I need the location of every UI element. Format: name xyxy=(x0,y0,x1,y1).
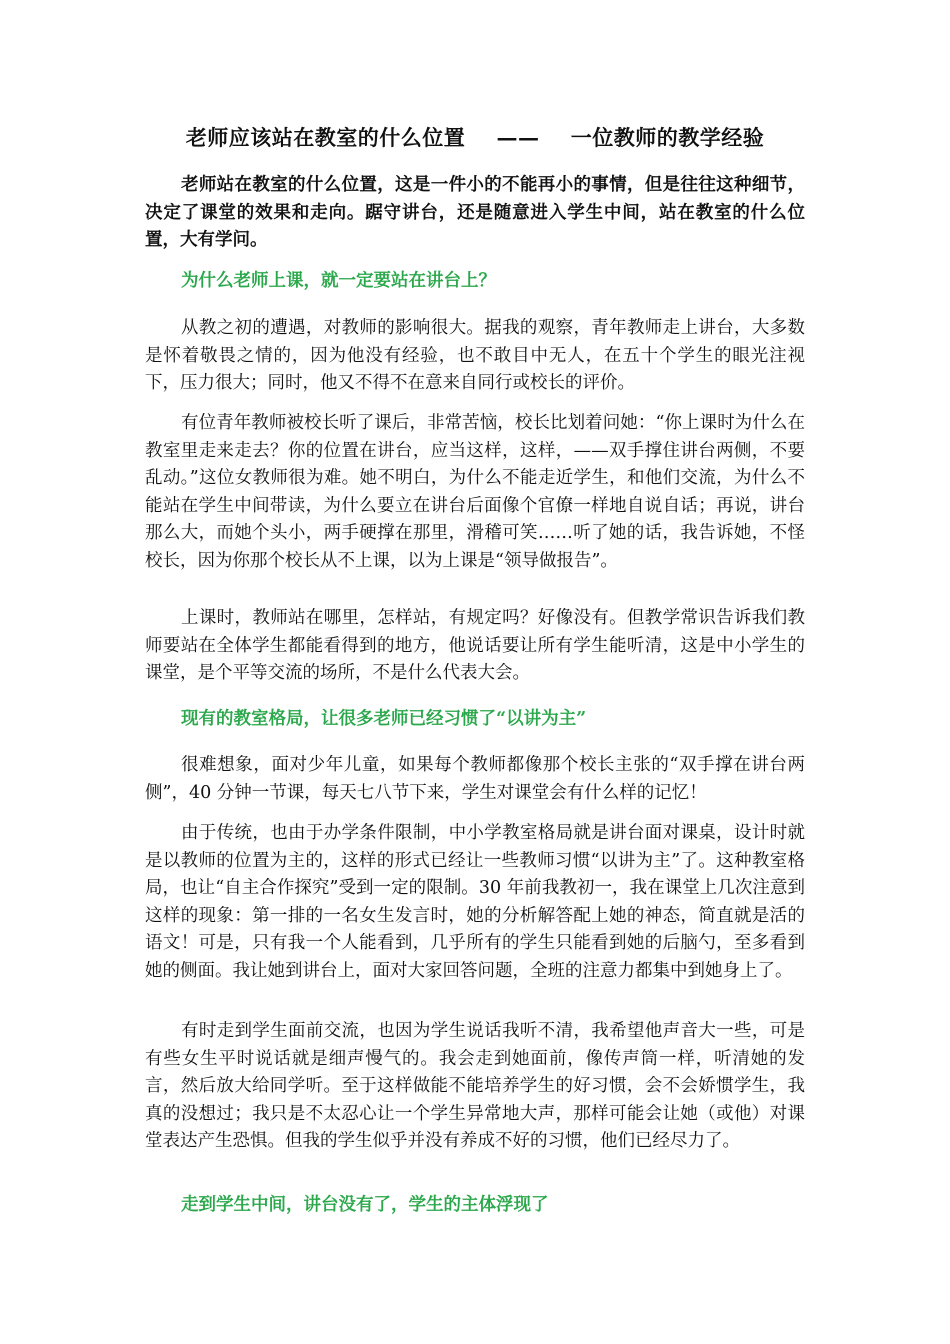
body-paragraph-5: 由于传统，也由于办学条件限制，中小学教室格局就是讲台面对课桌，设计时就是以教师的位置为主的，这样的形式已经让一些教师习惯“以讲为主”了。这种教室格局，也让“自主合作探究”受到一定的限制。30 年前我教初一，我在课堂上几次注意到这样的现象：第一排的一名女生发言时，她的分析解答配上她的神态，简直就是活的语文！可是，只有我一个人能看到，几乎所有的学生只能看到她的后脑勺，至多看到她的侧面。我让她到讲台上，面对大家回答问题，全班的注意力都集中到她身上了。 xyxy=(145,823,805,981)
intro-paragraph: 老师站在教室的什么位置，这是一件小的不能再小的事情，但是往往这种细节，决定了课堂的效果和走向。踞守讲台，还是随意进入学生中间，站在教室的什么位置，大有学问。 xyxy=(145,175,805,250)
body-paragraph-1: 从教之初的遭遇，对教师的影响很大。据我的观察，青年教师走上讲台，大多数是怀着敬畏之情的，因为他没有经验，也不敢目中无人，在五十个学生的眼光注视下，压力很大；同时，他又不得不在意来自同行或校长的评价。 xyxy=(145,318,805,393)
section-heading-2: 现有的教室格局，让很多老师已经习惯了“以讲为主” xyxy=(181,709,587,729)
page-title: 老师应该站在教室的什么位置 —— 一位教师的教学经验 xyxy=(185,125,765,150)
body-paragraph-4: 很难想象，面对少年儿童，如果每个教师都像那个校长主张的“双手撑在讲台两侧”，40 分钟一节课，每天七八节下来，学生对课堂会有什么样的记忆！ xyxy=(145,755,805,803)
section-heading-1: 为什么老师上课，就一定要站在讲台上？ xyxy=(181,271,496,291)
body-paragraph-3: 上课时，教师站在哪里，怎样站，有规定吗？好像没有。但教学常识告诉我们教师要站在全体学生都能看得到的地方，他说话要让所有学生能听清，这是中小学生的课堂，是个平等交流的场所，不是什么代表大会。 xyxy=(145,608,805,683)
body-paragraph-2: 有位青年教师被校长听了课后，非常苦恼，校长比划着问她：“你上课时为什么在教室里走来走去？你的位置在讲台，应当这样，这样，——双手撑住讲台两侧，不要乱动。”这位女教师很为难。她不明白，为什么不能走近学生，和他们交流，为什么不能站在学生中间带读，为什么要立在讲台后面像个官僚一样地自说自话；再说，讲台那么大，而她个头小，两手硬撑在那里，滑稽可笑……听了她的话，我告诉她，不怪校长，因为你那个校长从不上课，以为上课是“领导做报告”。 xyxy=(145,413,805,571)
body-paragraph-6: 有时走到学生面前交流，也因为学生说话我听不清，我希望他声音大一些，可是有些女生平时说话就是细声慢气的。我会走到她面前，像传声筒一样，听清她的发言，然后放大给同学听。至于这样做能不能培养学生的好习惯，会不会娇惯学生，我真的没想过；我只是不太忍心让一个学生异常地大声，那样可能会让她（或他）对课堂表达产生恐惧。但我的学生似乎并没有养成不好的习惯，他们已经尽力了。 xyxy=(145,1021,805,1151)
section-heading-3: 走到学生中间，讲台没有了，学生的主体浮现了 xyxy=(181,1195,549,1215)
